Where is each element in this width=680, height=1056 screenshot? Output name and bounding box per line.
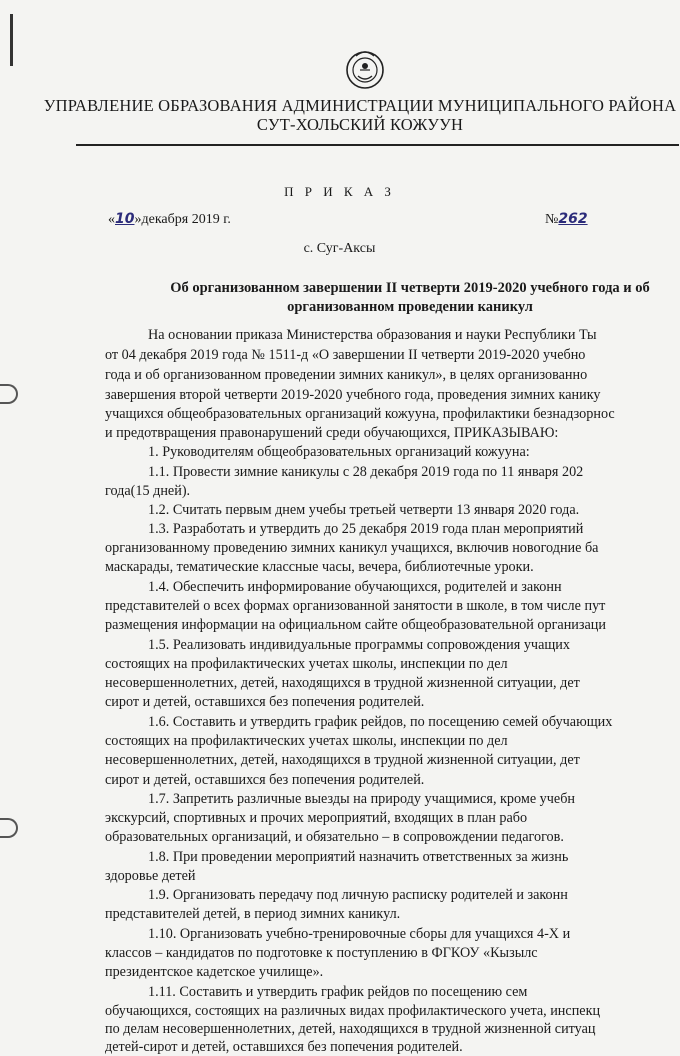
body-line: 1.7. Запретить различные выезды на природу учащимися, кроме учебн [148, 791, 576, 807]
body-line: года и об организованном проведении зимних каникул», в целях организованно [105, 367, 588, 383]
body-line: 1.6. Составить и утвердить график рейдов, по посещению семей обучающих [148, 714, 613, 730]
body-line: 1. Руководителям общеобразовательных организаций кожууна: [148, 444, 530, 460]
body-line: несовершеннолетних, детей, находящихся в трудной жизненной ситуации, дет [105, 752, 580, 768]
body-line: и предотвращения правонарушений среди обучающихся, ПРИКАЗЫВАЮ: [105, 425, 559, 441]
body-line: классов – кандидатов по подготовке к поступлению в ФГКОУ «Кызылс [105, 945, 538, 961]
body-line: состоящих на профилактических учетах школы, инспекции по дел [105, 656, 508, 672]
body-line: экскурсий, спортивных и прочих мероприятий, входящих в план рабо [105, 810, 528, 826]
body-line: представителей детей, в период зимних каникул. [105, 906, 401, 922]
body-line: детей-сирот и детей, оставшихся без попечения родителей. [105, 1039, 463, 1055]
body-line: представителей о всех формах организованной занятости в школе, в том числе пут [105, 598, 606, 614]
body-line: На основании приказа Министерства образования и науки Республики Ты [148, 327, 597, 343]
body-line: 1.3. Разработать и утвердить до 25 декабря 2019 года план мероприятий [148, 521, 584, 537]
punch-hole [0, 384, 18, 404]
body-line: 1.4. Обеспечить информирование обучающихся, родителей и законн [148, 579, 562, 595]
body-line: завершения второй четверти 2019-2020 учебного года, проведения зимних канику [105, 387, 601, 403]
body-line: 1.5. Реализовать индивидуальные программы сопровождения учащих [148, 637, 570, 653]
order-number [545, 211, 588, 228]
org-name-line2: СУТ-ХОЛЬСКИЙ КОЖУУН [256, 115, 464, 134]
body-line: несовершеннолетних, детей, находящихся в трудной жизненной ситуации, дет [105, 675, 580, 691]
body-line: 1.1. Провести зимние каникулы с 28 декабря 2019 года по 11 января 202 [148, 464, 584, 480]
body-line: от 04 декабря 2019 года № 1511-д «О завершении II четверти 2019-2020 учебно [105, 347, 586, 363]
body-line: состоящих на профилактических учетах школы, инспекции по дел [105, 733, 508, 749]
body-line: образовательных организаций, и обязательно – в сопровождении педагогов. [105, 829, 564, 845]
subject-line: организованном проведении каникул [287, 299, 533, 315]
body-line: учащихся общеобразовательных организаций кожууна, профилактики безнадзорнос [105, 406, 615, 422]
body-line: 1.10. Организовать учебно-тренировочные сборы для учащихся 4-Х и [148, 926, 571, 942]
order-subject [140, 279, 680, 317]
body-line: президентское кадетское училище». [105, 964, 324, 980]
date-quote: « [108, 212, 115, 227]
body-line: здоровье детей [105, 868, 196, 884]
body-line: года(15 дней). [105, 483, 191, 499]
body-line: организованному проведению зимних каникул учащихся, включив новогодние ба [105, 540, 599, 556]
body-line: 1.11. Составить и утвердить график рейдов по посещению сем [148, 984, 528, 1000]
body-line: сирот и детей, оставшихся без попечения родителей. [105, 694, 425, 710]
margin-mark [10, 14, 13, 66]
order-number-handwritten: 262 [558, 211, 588, 227]
date-rest: »декабря 2019 г. [134, 212, 231, 227]
body-line: размещения информации на официальном сайте общеобразовательной организаци [105, 617, 606, 633]
body-line: 1.2. Считать первым днем учебы третьей четверти 13 января 2020 года. [148, 502, 580, 518]
body-line: по делам несовершеннолетних, детей, находящихся в трудной жизненной ситуац [105, 1021, 596, 1037]
place-line: с. Суг-Аксы [303, 241, 376, 256]
body-line: 1.8. При проведении мероприятий назначить ответственных за жизнь [148, 849, 569, 865]
subject-line: Об организованном завершении II четверти 2019-2020 учебного года и об [170, 280, 650, 296]
punch-hole [0, 818, 18, 838]
order-date [108, 211, 231, 228]
document-title: П Р И К А З [284, 184, 395, 199]
body-line: 1.9. Организовать передачу под личную расписку родителей и законн [148, 887, 568, 903]
date-day-handwritten: 10 [115, 211, 135, 227]
body-line: сирот и детей, оставшихся без попечения родителей. [105, 772, 425, 788]
body-line: маскарады, тематические классные часы, вечера, библиотечные уроки. [105, 559, 534, 575]
header-rule [76, 144, 679, 146]
coat-of-arms-emblem [342, 46, 388, 92]
body-line: обучающихся, состоящих на различных видах профилактического учета, инспекц [105, 1003, 601, 1019]
org-name-line1: УПРАВЛЕНИЕ ОБРАЗОВАНИЯ АДМИНИСТРАЦИИ МУНИЦИПАЛЬНОГО РАЙОНА [43, 96, 677, 115]
number-sign: № [545, 212, 559, 227]
